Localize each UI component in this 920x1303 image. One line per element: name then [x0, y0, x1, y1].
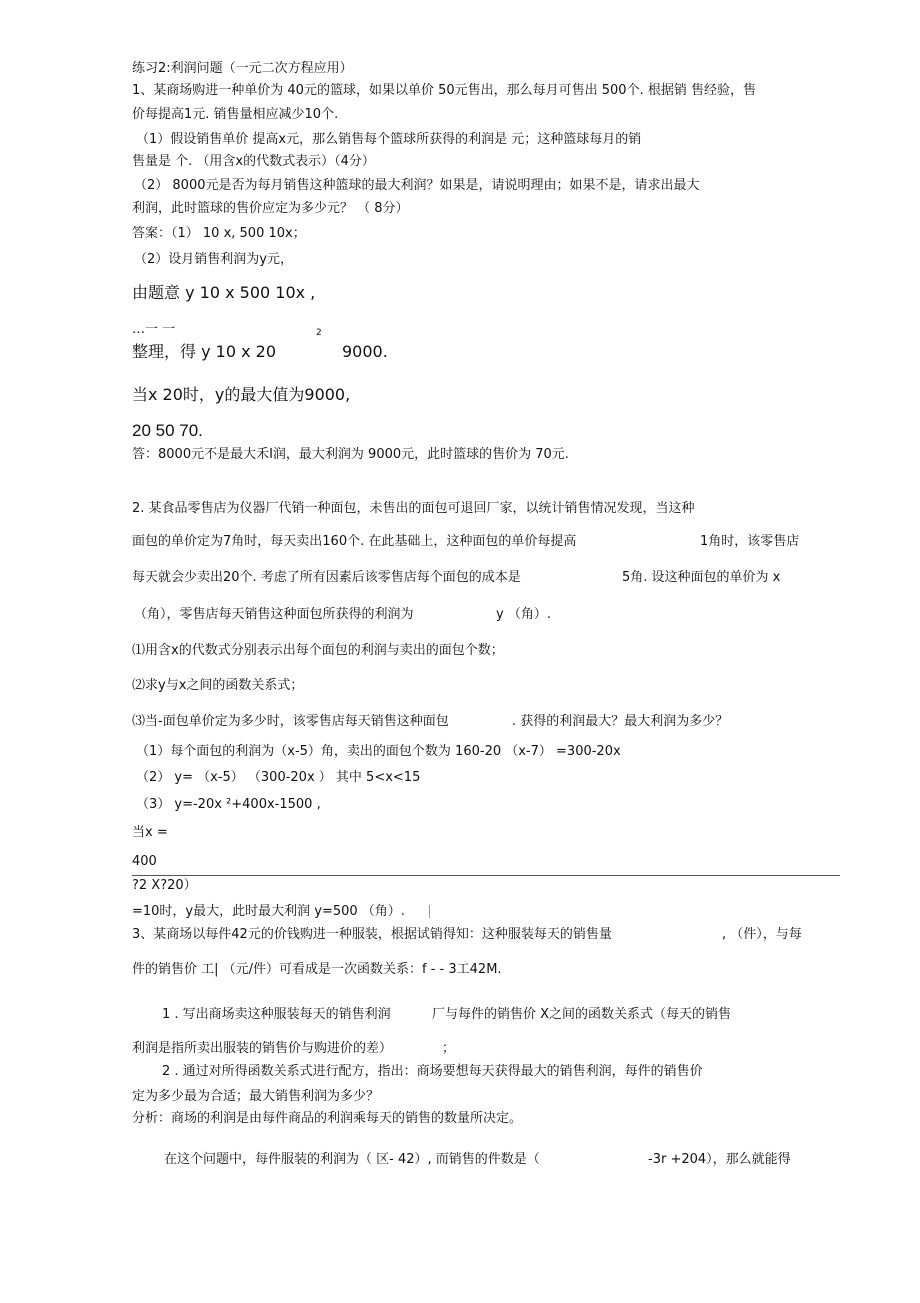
problem1-sub1-line1: （1）假设销售单价 提高x元，那么销售每个篮球所获得的利润是 元；这种篮球每月的销: [136, 132, 642, 147]
fraction-rule: [132, 875, 840, 876]
problem3-question-line1: 3、某商场以每件42元的价钱购进一种服装，根据试销得知：这种服装每天的销售量: [132, 927, 612, 942]
problem1-answer-1: 答案：（1） 10 x, 500 10x；: [132, 226, 306, 241]
problem2-answer-4: 当x =: [132, 825, 168, 840]
problem2-answer-1: （1）每个面包的利润为（x-5）角，卖出的面包个数为 160-20 （x-7） =300-20x: [136, 744, 621, 759]
page-title: 练习2:利润问题（一元二次方程应用）: [132, 61, 353, 76]
problem3-sub1-line1b: 厂与每件的销售价 X之间的函数关系式（每天的销售: [432, 1007, 732, 1022]
problem3-last-line-b: -3r +204），那么就能得: [648, 1152, 791, 1167]
problem3-last-line: 在这个问题中，每件服装的利润为（ 区- 42）, 而销售的件数是（: [164, 1152, 540, 1167]
problem2-answer-3: （3） y=-20x ²+400x-1500 ,: [136, 797, 321, 812]
problem3-question-line1b: , （件），与每: [722, 927, 802, 942]
problem1-sub2-line1: （2） 8000元是否为每月销售这种篮球的最大利润？如果是，请说明理由；如果不是，请求出最大: [134, 178, 700, 193]
problem1-answer-4: …一 一: [132, 322, 176, 337]
problem2-answer-2: （2） y= （x-5） （300-20x ） 其中 5<x<15: [136, 770, 421, 785]
problem2-question-line4: （角），零售店每天销售这种面包所获得的利润为: [134, 607, 414, 622]
problem2-question-line1: 2. 某食品零售店为仪器厂代销一种面包，未售出的面包可退回厂家，以统计销售情况发现，当这种: [132, 501, 695, 516]
problem3-sub2-line2: 定为多少最为合适；最大销售利润为多少？: [132, 1089, 380, 1104]
problem2-question-line2b: 1角时，该零售店: [700, 534, 800, 549]
problem3-analysis: 分析：商场的利润是由每件商品的利润乘每天的销售的数量所决定。: [132, 1111, 523, 1126]
problem2-question-line3: 每天就会少卖出20个. 考虑了所有因素后该零售店每个面包的成本是: [132, 570, 521, 585]
problem1-answer-6: 当x 20时，y的最大值为9000,: [132, 385, 351, 404]
problem2-question-line4b: y （角）.: [496, 607, 551, 622]
problem1-answer-7: 20 50 70.: [132, 421, 203, 440]
problem2-answer-7: =10时，y最大，此时最大利润 y=500 （角）.: [132, 904, 405, 919]
problem1-exponent: 2: [316, 328, 322, 338]
problem2-item-1: ⑴用含x的代数式分别表示出每个面包的利润与卖出的面包个数；: [132, 643, 504, 658]
problem1-answer-2: （2）设月销售利润为y元，: [134, 252, 293, 267]
problem1-answer-5-value: 9000.: [342, 342, 388, 361]
problem1-answer-8: 答：8000元不是最大禾I润，最大利润为 9000元，此时篮球的售价为 70元.: [132, 447, 569, 462]
problem1-answer-3: 由题意 y 10 x 500 10x ,: [132, 283, 316, 302]
stray-mark: [429, 905, 430, 918]
problem2-question-line3b: 5角. 设这种面包的单价为 x: [622, 570, 781, 585]
problem2-item-2: ⑵求y与x之间的函数关系式；: [132, 678, 304, 693]
problem3-sub1-line2b: ；: [442, 1041, 456, 1056]
problem1-sub1-line2: 售量是 个. （用含x的代数式表示）（4分）: [132, 154, 375, 169]
problem2-question-line2: 面包的单价定为7角时，每天卖出160个. 在此基础上，这种面包的单价每提高: [132, 534, 577, 549]
problem2-answer-5: 400: [132, 854, 157, 869]
problem1-question-line2: 价每提高1元. 销售量相应减少10个.: [132, 107, 339, 122]
problem3-sub1-line1: 1 . 写出商场卖这种服装每天的销售利润: [162, 1007, 391, 1022]
problem1-sub2-line2: 利润，此时篮球的售价应定为多少元？ （ 8分）: [132, 201, 409, 216]
problem1-answer-5: 整理，得 y 10 x 20: [132, 342, 277, 361]
problem3-sub2-line1: 2 . 通过对所得函数关系式进行配方，指出：商场要想每天获得最大的销售利润，每件的销售价: [162, 1064, 703, 1079]
problem1-question-line1: 1、某商场购进一种单价为 40元的篮球，如果以单价 50元售出，那么每月可售出 500个. 根据销 售经验，售: [132, 83, 756, 98]
problem2-answer-6: ?2 X?20）: [132, 878, 197, 893]
problem2-item-3: ⑶当-面包单价定为多少时，该零售店每天销售这种面包: [132, 714, 449, 729]
problem2-item-3b: . 获得的利润最大？最大利润为多少？: [512, 714, 729, 729]
problem3-sub1-line2: 利润是指所卖出服装的销售价与购进价的差）: [132, 1041, 393, 1056]
problem3-question-line2: 件的销售价 工| （元/件）可看成是一次函数关系：f - - 3工42M.: [132, 962, 502, 977]
